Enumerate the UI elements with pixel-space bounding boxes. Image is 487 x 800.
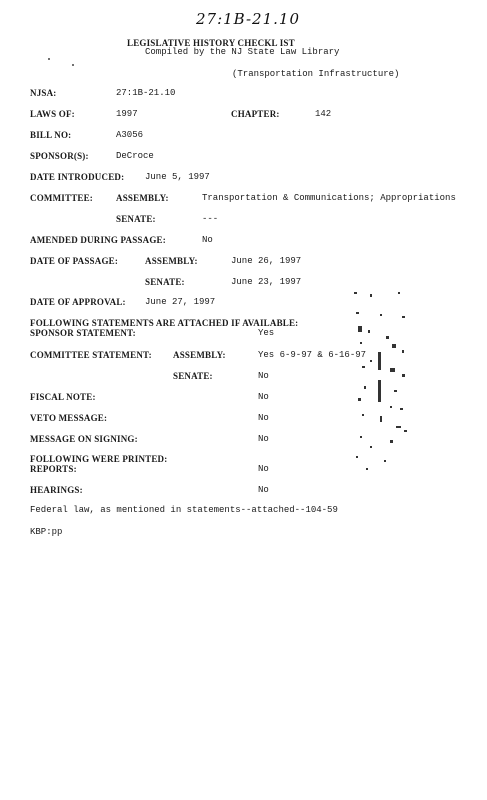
sponsor-statement-label: SPONSOR STATEMENT: <box>30 328 136 338</box>
sponsors-label: SPONSOR(S): <box>30 151 89 161</box>
amended-label: AMENDED DURING PASSAGE: <box>30 235 166 245</box>
fiscal-note-value: No <box>258 392 269 402</box>
date-introduced-value: June 5, 1997 <box>145 172 210 182</box>
date-of-approval-value: June 27, 1997 <box>145 297 216 307</box>
amended-value: No <box>202 235 213 245</box>
date-introduced-label: DATE INTRODUCED: <box>30 172 125 182</box>
message-on-signing-value: No <box>258 434 269 444</box>
committee-senate-value: --- <box>202 214 219 224</box>
printed-heading: FOLLOWING WERE PRINTED: <box>30 454 168 464</box>
statements-heading: FOLLOWING STATEMENTS ARE ATTACHED IF AVAILABLE: <box>30 318 299 328</box>
veto-message-label: VETO MESSAGE: <box>30 413 108 423</box>
date-of-approval-label: DATE OF APPROVAL: <box>30 297 126 307</box>
chapter-label: CHAPTER: <box>231 109 280 119</box>
bill-no-value: A3056 <box>116 130 144 140</box>
date-of-passage-label: DATE OF PASSAGE: <box>30 256 119 266</box>
scan-speck <box>72 64 74 66</box>
chapter-value: 142 <box>315 109 332 119</box>
laws-of-label: LAWS OF: <box>30 109 75 119</box>
passage-assembly-value: June 26, 1997 <box>231 256 302 266</box>
committee-statement-assembly-label: ASSEMBLY: <box>173 350 226 360</box>
message-on-signing-label: MESSAGE ON SIGNING: <box>30 434 138 444</box>
committee-label: COMMITTEE: <box>30 193 94 203</box>
sponsor-statement-value: Yes <box>258 328 275 338</box>
handwritten-citation: 27:1B-21.10 <box>196 10 300 28</box>
bill-no-label: BILL NO: <box>30 130 72 140</box>
committee-statement-label: COMMITTEE STATEMENT: <box>30 350 152 360</box>
fiscal-note-label: FISCAL NOTE: <box>30 392 96 402</box>
passage-senate-label: SENATE: <box>145 277 185 287</box>
hearings-label: HEARINGS: <box>30 485 83 495</box>
reports-label: REPORTS: <box>30 464 77 474</box>
committee-statement-assembly-value: Yes 6-9-97 & 6-16-97 <box>258 350 367 360</box>
passage-assembly-label: ASSEMBLY: <box>145 256 198 266</box>
hearings-value: No <box>258 485 269 495</box>
footer-note: Federal law, as mentioned in statements--attached--104-59 <box>30 505 338 515</box>
laws-of-value: 1997 <box>116 109 138 119</box>
passage-senate-value: June 23, 1997 <box>231 277 302 287</box>
scan-noise-artifact <box>350 290 430 475</box>
document-title: LEGISLATIVE HISTORY CHECKL IST <box>127 38 295 48</box>
footer-initials: KBP:pp <box>30 527 63 537</box>
scan-speck <box>48 58 50 60</box>
committee-assembly-value: Transportation & Communications; Appropriations <box>202 193 456 203</box>
committee-assembly-label: ASSEMBLY: <box>116 193 169 203</box>
committee-senate-label: SENATE: <box>116 214 156 224</box>
subject: (Transportation Infrastructure) <box>232 69 400 79</box>
sponsors-value: DeCroce <box>116 151 154 161</box>
veto-message-value: No <box>258 413 269 423</box>
njsa-value: 27:1B-21.10 <box>116 88 176 98</box>
committee-statement-senate-label: SENATE: <box>173 371 213 381</box>
reports-value: No <box>258 464 269 474</box>
compiled-by: Compiled by the NJ State Law Library <box>145 47 340 57</box>
njsa-label: NJSA: <box>30 88 57 98</box>
committee-statement-senate-value: No <box>258 371 269 381</box>
